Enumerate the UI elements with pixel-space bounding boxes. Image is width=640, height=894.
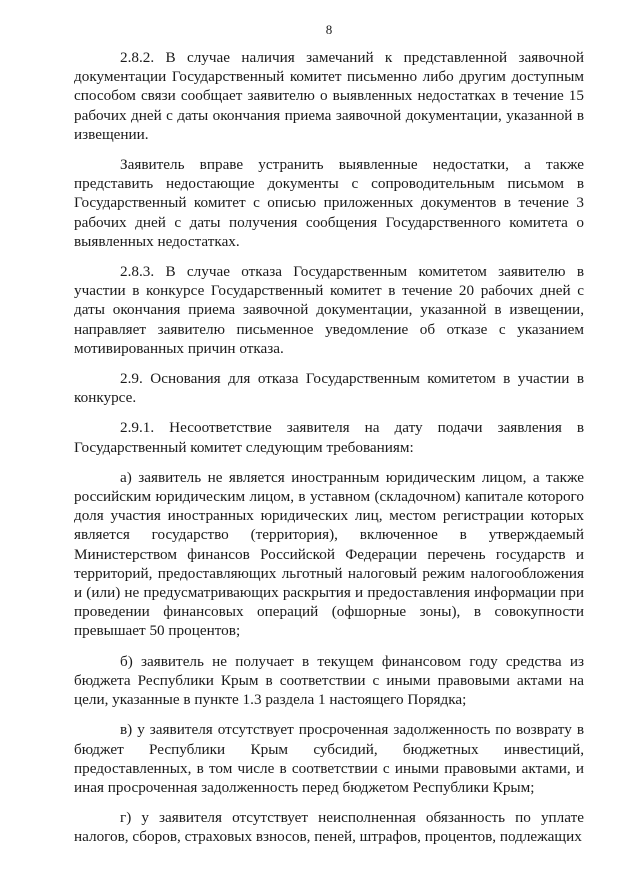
paragraph-2-8-2: 2.8.2. В случае наличия замечаний к представленной заявочной документации Государственный комитет письменно либо другим доступным способом связи сообщает заявителю о выявленных недостатках в течение 15 рабочих дней с даты окончания приема заявочной документации, указанной в извещении. — [74, 49, 584, 143]
paragraph-item-g: г) у заявителя отсутствует неисполненная обязанность по уплате налогов, сборов, страховых взносов, пеней, штрафов, процентов, подлежащих — [74, 809, 584, 846]
paragraph-applicant-right: Заявитель вправе устранить выявленные недостатки, а также представить недостающие документы с сопроводительным письмом в Государственный комитет с описью приложенных документов в течение 3 рабочих дней с даты получения сообщения Государственного комитета о выявленных недостатках. — [74, 156, 584, 250]
paragraph-2-9: 2.9. Основания для отказа Государственным комитетом в участии в конкурсе. — [74, 370, 584, 407]
page-number: 8 — [325, 22, 333, 37]
paragraph-item-b: б) заявитель не получает в текущем финансовом году средства из бюджета Республики Крым в соответствии с иными правовыми актами на цели, указанные в пункте 1.3 раздела 1 настоящего Порядка; — [74, 652, 584, 709]
paragraph-item-a: а) заявитель не является иностранным юридическим лицом, а также российским юридическим лицом, в уставном (складочном) капитале которого доля участия иностранных юридических лиц, местом регистрации которых является государство (территория), включенное в утверждаемый Министерством финансов Российской Федерации перечень государств и территорий, предоставляющих льготный налоговый режим налогообложения и (или) не предусматривающих раскрытия и предоставления информации при проведении финансовых операций (офшорные зоны), в совокупности превышает 50 процентов; — [74, 468, 584, 640]
paragraph-2-8-3: 2.8.3. В случае отказа Государственным комитетом заявителю в участии в конкурсе Государственный комитет в течение 20 рабочих дней с даты окончания приема заявочной документации, указанной в извещении, направляет заявителю письменное уведомление об отказе с указанием мотивированных причин отказа. — [74, 263, 584, 357]
paragraph-item-v: в) у заявителя отсутствует просроченная задолженность по возврату в бюджет Республики Крым субсидий, бюджетных инвестиций, предоставленных, в том числе в соответствии с иными правовыми актами, и иная просроченная задолженность перед бюджетом Республики Крым; — [74, 721, 584, 796]
paragraph-2-9-1: 2.9.1. Несоответствие заявителя на дату подачи заявления в Государственный комитет следующим требованиям: — [74, 419, 584, 456]
